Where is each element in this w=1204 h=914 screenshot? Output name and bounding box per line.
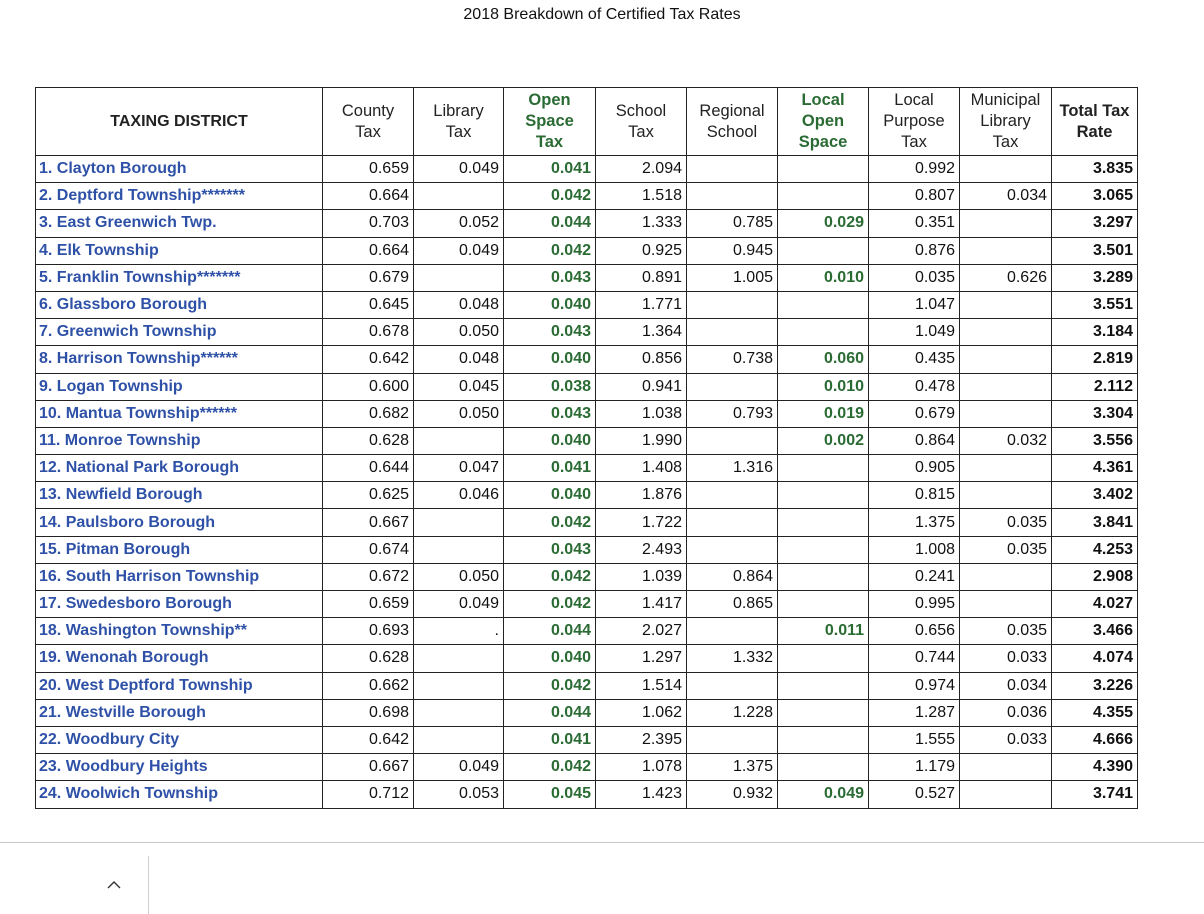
total-cell: 3.304 xyxy=(1052,400,1138,427)
school-cell: 2.027 xyxy=(596,618,687,645)
table-row xyxy=(36,373,1138,400)
open-space-cell: 0.041 xyxy=(504,455,596,482)
district-cell: 13. Newfield Borough xyxy=(36,482,323,509)
header-open-space-tax: Open Space Tax xyxy=(504,88,596,156)
regional-cell xyxy=(687,482,778,509)
total-cell: 3.065 xyxy=(1052,183,1138,210)
local-open-cell xyxy=(778,482,869,509)
municipal-cell: 0.035 xyxy=(960,618,1052,645)
school-cell: 1.062 xyxy=(596,699,687,726)
header-local-purpose-tax: Local Purpose Tax xyxy=(869,88,960,156)
library-cell: . xyxy=(414,618,504,645)
total-cell: 2.819 xyxy=(1052,346,1138,373)
open-space-cell: 0.043 xyxy=(504,319,596,346)
local-open-cell: 0.002 xyxy=(778,427,869,454)
local-open-cell xyxy=(778,591,869,618)
local-purpose-cell: 1.047 xyxy=(869,291,960,318)
regional-cell xyxy=(687,373,778,400)
table-row xyxy=(36,591,1138,618)
open-space-cell: 0.041 xyxy=(504,726,596,753)
county-cell: 0.664 xyxy=(323,183,414,210)
local-open-cell: 0.019 xyxy=(778,400,869,427)
regional-cell xyxy=(687,536,778,563)
county-cell: 0.659 xyxy=(323,591,414,618)
total-cell: 4.027 xyxy=(1052,591,1138,618)
library-cell: 0.047 xyxy=(414,455,504,482)
open-space-cell: 0.040 xyxy=(504,346,596,373)
municipal-cell xyxy=(960,400,1052,427)
local-purpose-cell: 0.995 xyxy=(869,591,960,618)
regional-cell: 0.945 xyxy=(687,237,778,264)
school-cell: 0.856 xyxy=(596,346,687,373)
school-cell: 1.039 xyxy=(596,563,687,590)
local-purpose-cell: 0.807 xyxy=(869,183,960,210)
library-cell xyxy=(414,183,504,210)
regional-cell: 1.228 xyxy=(687,699,778,726)
library-cell xyxy=(414,536,504,563)
table-row xyxy=(36,183,1138,210)
table-row xyxy=(36,645,1138,672)
county-cell: 0.659 xyxy=(323,156,414,183)
regional-cell: 0.785 xyxy=(687,210,778,237)
district-cell: 11. Monroe Township xyxy=(36,427,323,454)
local-purpose-cell: 0.679 xyxy=(869,400,960,427)
total-cell: 3.551 xyxy=(1052,291,1138,318)
library-cell: 0.046 xyxy=(414,482,504,509)
regional-cell: 1.005 xyxy=(687,264,778,291)
local-purpose-cell: 1.008 xyxy=(869,536,960,563)
county-cell: 0.662 xyxy=(323,672,414,699)
local-open-cell xyxy=(778,156,869,183)
open-space-cell: 0.042 xyxy=(504,672,596,699)
municipal-cell xyxy=(960,156,1052,183)
local-purpose-cell: 0.435 xyxy=(869,346,960,373)
header-row xyxy=(36,88,1138,156)
school-cell: 1.078 xyxy=(596,754,687,781)
district-cell: 19. Wenonah Borough xyxy=(36,645,323,672)
school-cell: 1.333 xyxy=(596,210,687,237)
total-cell: 3.289 xyxy=(1052,264,1138,291)
open-space-cell: 0.042 xyxy=(504,754,596,781)
total-cell: 3.835 xyxy=(1052,156,1138,183)
open-space-cell: 0.040 xyxy=(504,482,596,509)
local-open-cell xyxy=(778,319,869,346)
open-space-cell: 0.040 xyxy=(504,645,596,672)
table-row xyxy=(36,427,1138,454)
municipal-cell xyxy=(960,237,1052,264)
open-space-cell: 0.038 xyxy=(504,373,596,400)
total-cell: 3.184 xyxy=(1052,319,1138,346)
regional-cell xyxy=(687,618,778,645)
library-cell xyxy=(414,699,504,726)
open-space-cell: 0.044 xyxy=(504,210,596,237)
school-cell: 1.514 xyxy=(596,672,687,699)
total-cell: 4.253 xyxy=(1052,536,1138,563)
local-open-cell: 0.049 xyxy=(778,781,869,808)
county-cell: 0.628 xyxy=(323,645,414,672)
regional-cell: 1.332 xyxy=(687,645,778,672)
school-cell: 2.493 xyxy=(596,536,687,563)
municipal-cell: 0.033 xyxy=(960,645,1052,672)
library-cell: 0.049 xyxy=(414,237,504,264)
library-cell: 0.049 xyxy=(414,156,504,183)
header-municipal-library-tax: Municipal Library Tax xyxy=(960,88,1052,156)
open-space-cell: 0.041 xyxy=(504,156,596,183)
table-row xyxy=(36,482,1138,509)
local-purpose-cell: 0.241 xyxy=(869,563,960,590)
total-cell: 3.226 xyxy=(1052,672,1138,699)
table-row xyxy=(36,291,1138,318)
school-cell: 1.297 xyxy=(596,645,687,672)
local-open-cell xyxy=(778,699,869,726)
county-cell: 0.628 xyxy=(323,427,414,454)
library-cell xyxy=(414,672,504,699)
library-cell xyxy=(414,427,504,454)
local-open-cell: 0.060 xyxy=(778,346,869,373)
county-cell: 0.625 xyxy=(323,482,414,509)
district-cell: 10. Mantua Township****** xyxy=(36,400,323,427)
library-cell: 0.052 xyxy=(414,210,504,237)
municipal-cell xyxy=(960,319,1052,346)
municipal-cell: 0.035 xyxy=(960,536,1052,563)
local-open-cell xyxy=(778,455,869,482)
county-cell: 0.712 xyxy=(323,781,414,808)
library-cell xyxy=(414,645,504,672)
total-cell: 2.112 xyxy=(1052,373,1138,400)
local-open-cell xyxy=(778,237,869,264)
county-cell: 0.667 xyxy=(323,509,414,536)
header-local-open-space: Local Open Space xyxy=(778,88,869,156)
total-cell: 4.361 xyxy=(1052,455,1138,482)
local-purpose-cell: 1.287 xyxy=(869,699,960,726)
library-cell: 0.050 xyxy=(414,563,504,590)
municipal-cell: 0.036 xyxy=(960,699,1052,726)
total-cell: 4.355 xyxy=(1052,699,1138,726)
county-cell: 0.703 xyxy=(323,210,414,237)
library-cell: 0.045 xyxy=(414,373,504,400)
local-purpose-cell: 0.351 xyxy=(869,210,960,237)
library-cell xyxy=(414,264,504,291)
local-open-cell xyxy=(778,754,869,781)
school-cell: 1.038 xyxy=(596,400,687,427)
total-cell: 4.074 xyxy=(1052,645,1138,672)
district-cell: 20. West Deptford Township xyxy=(36,672,323,699)
school-cell: 1.771 xyxy=(596,291,687,318)
open-space-cell: 0.040 xyxy=(504,291,596,318)
local-open-cell: 0.011 xyxy=(778,618,869,645)
local-purpose-cell: 1.179 xyxy=(869,754,960,781)
municipal-cell xyxy=(960,781,1052,808)
local-open-cell xyxy=(778,563,869,590)
county-cell: 0.642 xyxy=(323,346,414,373)
school-cell: 0.891 xyxy=(596,264,687,291)
local-purpose-cell: 1.375 xyxy=(869,509,960,536)
table-body xyxy=(36,156,1138,809)
local-purpose-cell: 0.992 xyxy=(869,156,960,183)
county-cell: 0.664 xyxy=(323,237,414,264)
county-cell: 0.682 xyxy=(323,400,414,427)
regional-cell: 0.865 xyxy=(687,591,778,618)
table-row xyxy=(36,156,1138,183)
total-cell: 4.390 xyxy=(1052,754,1138,781)
municipal-cell xyxy=(960,754,1052,781)
header-county-tax: County Tax xyxy=(323,88,414,156)
total-cell: 3.466 xyxy=(1052,618,1138,645)
municipal-cell xyxy=(960,373,1052,400)
school-cell: 0.941 xyxy=(596,373,687,400)
header-taxing-district: TAXING DISTRICT xyxy=(36,88,323,156)
local-open-cell xyxy=(778,645,869,672)
local-purpose-cell: 0.905 xyxy=(869,455,960,482)
collapse-button[interactable] xyxy=(100,874,128,896)
open-space-cell: 0.043 xyxy=(504,536,596,563)
regional-cell xyxy=(687,427,778,454)
district-cell: 3. East Greenwich Twp. xyxy=(36,210,323,237)
regional-cell xyxy=(687,672,778,699)
local-purpose-cell: 0.974 xyxy=(869,672,960,699)
municipal-cell xyxy=(960,346,1052,373)
county-cell: 0.672 xyxy=(323,563,414,590)
local-purpose-cell: 0.815 xyxy=(869,482,960,509)
local-purpose-cell: 0.656 xyxy=(869,618,960,645)
regional-cell: 0.932 xyxy=(687,781,778,808)
total-cell: 3.297 xyxy=(1052,210,1138,237)
regional-cell: 0.793 xyxy=(687,400,778,427)
district-cell: 4. Elk Township xyxy=(36,237,323,264)
district-cell: 6. Glassboro Borough xyxy=(36,291,323,318)
school-cell: 1.722 xyxy=(596,509,687,536)
school-cell: 2.094 xyxy=(596,156,687,183)
open-space-cell: 0.044 xyxy=(504,618,596,645)
table-row xyxy=(36,237,1138,264)
open-space-cell: 0.043 xyxy=(504,400,596,427)
district-cell: 2. Deptford Township******* xyxy=(36,183,323,210)
regional-cell: 0.738 xyxy=(687,346,778,373)
total-cell: 3.402 xyxy=(1052,482,1138,509)
header-school-tax: School Tax xyxy=(596,88,687,156)
local-purpose-cell: 0.864 xyxy=(869,427,960,454)
district-cell: 21. Westville Borough xyxy=(36,699,323,726)
local-open-cell: 0.010 xyxy=(778,373,869,400)
local-open-cell: 0.029 xyxy=(778,210,869,237)
local-open-cell xyxy=(778,672,869,699)
regional-cell xyxy=(687,319,778,346)
table-row xyxy=(36,781,1138,808)
total-cell: 3.501 xyxy=(1052,237,1138,264)
municipal-cell: 0.626 xyxy=(960,264,1052,291)
district-cell: 18. Washington Township** xyxy=(36,618,323,645)
district-cell: 1. Clayton Borough xyxy=(36,156,323,183)
district-cell: 16. South Harrison Township xyxy=(36,563,323,590)
municipal-cell xyxy=(960,482,1052,509)
county-cell: 0.679 xyxy=(323,264,414,291)
local-open-cell xyxy=(778,509,869,536)
district-cell: 24. Woolwich Township xyxy=(36,781,323,808)
open-space-cell: 0.045 xyxy=(504,781,596,808)
regional-cell xyxy=(687,183,778,210)
county-cell: 0.698 xyxy=(323,699,414,726)
county-cell: 0.645 xyxy=(323,291,414,318)
table-row xyxy=(36,264,1138,291)
regional-cell xyxy=(687,291,778,318)
local-purpose-cell: 0.478 xyxy=(869,373,960,400)
district-cell: 17. Swedesboro Borough xyxy=(36,591,323,618)
county-cell: 0.644 xyxy=(323,455,414,482)
municipal-cell xyxy=(960,455,1052,482)
table-row xyxy=(36,346,1138,373)
local-open-cell xyxy=(778,183,869,210)
open-space-cell: 0.042 xyxy=(504,591,596,618)
table-row xyxy=(36,455,1138,482)
regional-cell xyxy=(687,726,778,753)
footer-separator xyxy=(148,856,149,914)
district-cell: 9. Logan Township xyxy=(36,373,323,400)
county-cell: 0.678 xyxy=(323,319,414,346)
school-cell: 0.925 xyxy=(596,237,687,264)
local-open-cell xyxy=(778,536,869,563)
local-open-cell xyxy=(778,726,869,753)
municipal-cell xyxy=(960,591,1052,618)
municipal-cell: 0.034 xyxy=(960,672,1052,699)
open-space-cell: 0.042 xyxy=(504,509,596,536)
district-cell: 22. Woodbury City xyxy=(36,726,323,753)
header-regional-school: Regional School xyxy=(687,88,778,156)
county-cell: 0.600 xyxy=(323,373,414,400)
chevron-up-icon xyxy=(107,876,121,894)
table-row xyxy=(36,563,1138,590)
table-row xyxy=(36,754,1138,781)
table-row xyxy=(36,618,1138,645)
total-cell: 3.556 xyxy=(1052,427,1138,454)
school-cell: 1.518 xyxy=(596,183,687,210)
local-purpose-cell: 1.049 xyxy=(869,319,960,346)
table-row xyxy=(36,536,1138,563)
library-cell: 0.050 xyxy=(414,400,504,427)
library-cell xyxy=(414,509,504,536)
school-cell: 1.990 xyxy=(596,427,687,454)
table-row xyxy=(36,672,1138,699)
total-cell: 2.908 xyxy=(1052,563,1138,590)
municipal-cell xyxy=(960,291,1052,318)
district-cell: 15. Pitman Borough xyxy=(36,536,323,563)
district-cell: 8. Harrison Township****** xyxy=(36,346,323,373)
total-cell: 3.741 xyxy=(1052,781,1138,808)
table-row xyxy=(36,210,1138,237)
open-space-cell: 0.042 xyxy=(504,563,596,590)
tax-rates-table xyxy=(35,87,1138,809)
table-row xyxy=(36,319,1138,346)
library-cell: 0.049 xyxy=(414,754,504,781)
municipal-cell: 0.035 xyxy=(960,509,1052,536)
regional-cell: 0.864 xyxy=(687,563,778,590)
local-purpose-cell: 0.527 xyxy=(869,781,960,808)
county-cell: 0.674 xyxy=(323,536,414,563)
school-cell: 1.876 xyxy=(596,482,687,509)
county-cell: 0.642 xyxy=(323,726,414,753)
footer-divider xyxy=(0,842,1204,843)
total-cell: 3.841 xyxy=(1052,509,1138,536)
open-space-cell: 0.042 xyxy=(504,183,596,210)
open-space-cell: 0.044 xyxy=(504,699,596,726)
library-cell: 0.048 xyxy=(414,346,504,373)
municipal-cell: 0.032 xyxy=(960,427,1052,454)
local-open-cell xyxy=(778,291,869,318)
regional-cell: 1.375 xyxy=(687,754,778,781)
local-open-cell: 0.010 xyxy=(778,264,869,291)
table-row xyxy=(36,400,1138,427)
regional-cell xyxy=(687,509,778,536)
county-cell: 0.667 xyxy=(323,754,414,781)
district-cell: 14. Paulsboro Borough xyxy=(36,509,323,536)
local-purpose-cell: 1.555 xyxy=(869,726,960,753)
district-cell: 7. Greenwich Township xyxy=(36,319,323,346)
regional-cell xyxy=(687,156,778,183)
regional-cell: 1.316 xyxy=(687,455,778,482)
school-cell: 1.364 xyxy=(596,319,687,346)
library-cell: 0.048 xyxy=(414,291,504,318)
library-cell xyxy=(414,726,504,753)
municipal-cell xyxy=(960,210,1052,237)
table-row xyxy=(36,726,1138,753)
library-cell: 0.053 xyxy=(414,781,504,808)
school-cell: 2.395 xyxy=(596,726,687,753)
district-cell: 12. National Park Borough xyxy=(36,455,323,482)
municipal-cell: 0.034 xyxy=(960,183,1052,210)
library-cell: 0.049 xyxy=(414,591,504,618)
district-cell: 23. Woodbury Heights xyxy=(36,754,323,781)
open-space-cell: 0.040 xyxy=(504,427,596,454)
district-cell: 5. Franklin Township******* xyxy=(36,264,323,291)
local-purpose-cell: 0.876 xyxy=(869,237,960,264)
school-cell: 1.417 xyxy=(596,591,687,618)
table-row xyxy=(36,509,1138,536)
document-title: 2018 Breakdown of Certified Tax Rates xyxy=(463,6,741,23)
county-cell: 0.693 xyxy=(323,618,414,645)
table-row xyxy=(36,699,1138,726)
library-cell: 0.050 xyxy=(414,319,504,346)
header-library-tax: Library Tax xyxy=(414,88,504,156)
municipal-cell: 0.033 xyxy=(960,726,1052,753)
total-cell: 4.666 xyxy=(1052,726,1138,753)
header-total-tax-rate: Total Tax Rate xyxy=(1052,88,1138,156)
open-space-cell: 0.043 xyxy=(504,264,596,291)
municipal-cell xyxy=(960,563,1052,590)
local-purpose-cell: 0.035 xyxy=(869,264,960,291)
school-cell: 1.408 xyxy=(596,455,687,482)
open-space-cell: 0.042 xyxy=(504,237,596,264)
local-purpose-cell: 0.744 xyxy=(869,645,960,672)
school-cell: 1.423 xyxy=(596,781,687,808)
